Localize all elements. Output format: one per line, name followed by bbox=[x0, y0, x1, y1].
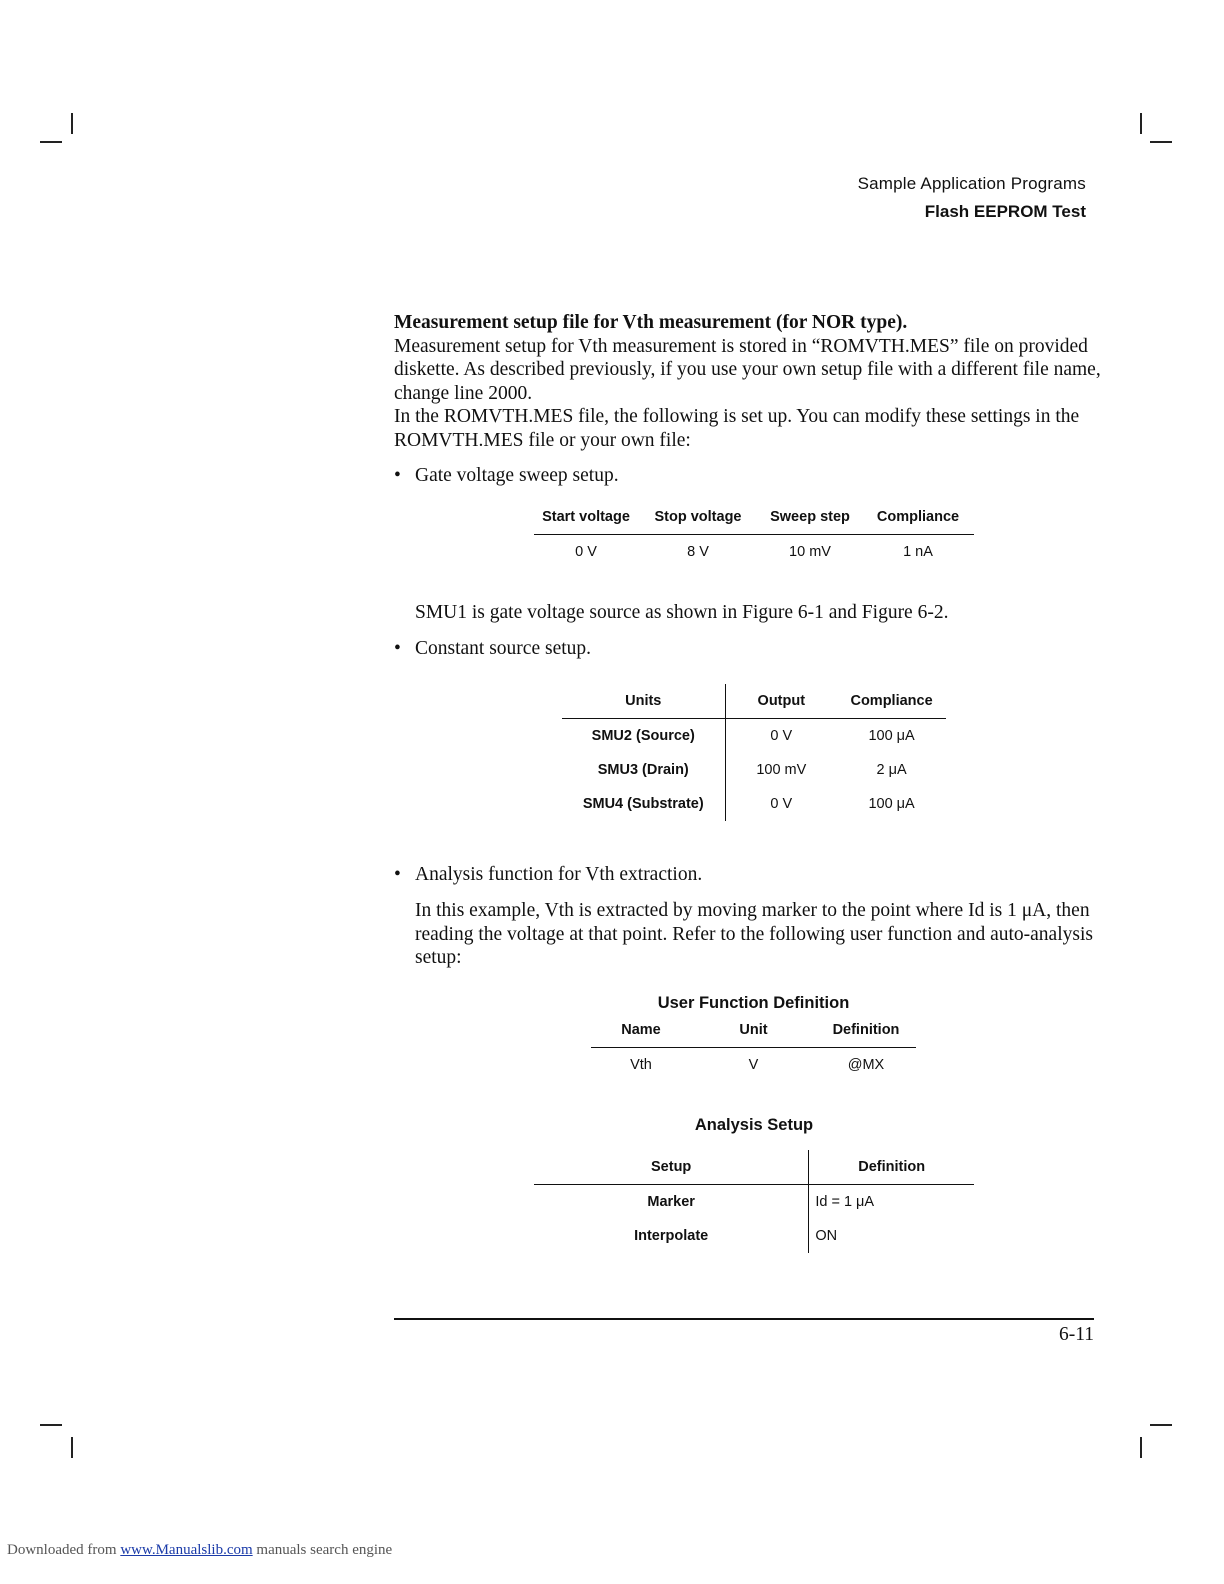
table-cell: 2 μA bbox=[876, 762, 907, 778]
column-header: Name bbox=[621, 1022, 661, 1038]
paragraph-storage: Measurement setup for Vth measurement is stored in “ROMVTH.MES” file on provided diskette. As described previously, if you use your own setup file with a different file name, change line 2000. bbox=[394, 335, 1101, 404]
sweep-setup-table bbox=[534, 500, 974, 569]
table-row bbox=[534, 1219, 974, 1253]
table-cell: 0 V bbox=[770, 728, 793, 744]
column-header: Setup bbox=[534, 1150, 809, 1185]
table-row bbox=[562, 719, 946, 754]
section-heading: Measurement setup file for Vth measurement (for NOR type). bbox=[394, 312, 908, 333]
analysis-setup-caption: Analysis Setup bbox=[694, 1116, 814, 1134]
crop-mark bbox=[1150, 141, 1172, 143]
smu1-note: SMU1 is gate voltage source as shown in Figure 6-1 and Figure 6-2. bbox=[415, 602, 949, 623]
column-header: Unit bbox=[739, 1022, 768, 1038]
paragraph-settings: In the ROMVTH.MES file, the following is set up. You can modify these settings in the ROMVTH.MES file or your own file: bbox=[394, 406, 1080, 451]
table-cell: ON bbox=[815, 1228, 838, 1244]
crop-mark bbox=[40, 141, 62, 143]
table-cell: 1 nA bbox=[903, 544, 933, 560]
bullet-icon: • bbox=[394, 638, 401, 659]
crop-mark bbox=[71, 113, 73, 134]
download-note bbox=[7, 1542, 392, 1559]
table-cell: SMU3 (Drain) bbox=[562, 753, 725, 787]
column-header: Definition bbox=[858, 1159, 926, 1175]
column-header: Stop voltage bbox=[654, 509, 742, 525]
table-cell: Id = 1 μA bbox=[815, 1194, 875, 1210]
table-cell: 0 V bbox=[770, 796, 793, 812]
setup-description bbox=[394, 311, 1114, 452]
table-cell: 100 μA bbox=[868, 728, 915, 744]
column-header: Definition bbox=[832, 1022, 900, 1038]
user-function-caption: User Function Definition bbox=[657, 994, 850, 1012]
table-cell: 100 μA bbox=[868, 796, 915, 812]
table-header-row bbox=[591, 1013, 916, 1048]
table-cell: 0 V bbox=[575, 544, 597, 560]
bullet-text: Constant source setup. bbox=[415, 638, 592, 659]
bullet-analysis-function bbox=[394, 863, 702, 887]
paragraph-vth-extraction: In this example, Vth is extracted by moving marker to the point where Id is 1 μA, then reading the voltage at that point. Refer to the following user function and auto-analysis setup: bbox=[415, 900, 1093, 968]
table-cell: V bbox=[748, 1057, 759, 1073]
table-header-row bbox=[534, 1150, 974, 1185]
analysis-setup-table bbox=[534, 1150, 974, 1253]
download-suffix: manuals search engine bbox=[256, 1542, 393, 1558]
bullet-constant-source bbox=[394, 637, 591, 661]
download-prefix: Downloaded from bbox=[7, 1542, 117, 1558]
user-function-table bbox=[591, 1013, 916, 1082]
column-header: Start voltage bbox=[542, 509, 630, 525]
bullet-text: Analysis function for Vth extraction. bbox=[415, 864, 703, 885]
column-header: Compliance bbox=[850, 693, 933, 709]
table-row bbox=[591, 1048, 916, 1083]
bullet-icon: • bbox=[394, 465, 401, 486]
page-number: 6-11 bbox=[1058, 1324, 1094, 1345]
column-header: Compliance bbox=[876, 509, 960, 525]
footer-rule bbox=[394, 1318, 1094, 1320]
table-cell: 8 V bbox=[687, 544, 709, 560]
bullet-gate-sweep bbox=[394, 464, 619, 488]
column-header: Units bbox=[562, 684, 725, 719]
table-header-row bbox=[562, 684, 946, 719]
running-header-chapter: Flash EEPROM Test bbox=[924, 202, 1086, 221]
manualslib-link[interactable]: www.Manualslib.com bbox=[120, 1542, 253, 1558]
running-header-section: Sample Application Programs bbox=[857, 174, 1086, 193]
table-cell: Interpolate bbox=[534, 1219, 809, 1253]
table-cell: Marker bbox=[534, 1185, 809, 1220]
table-row bbox=[534, 535, 974, 570]
table-header-row bbox=[534, 500, 974, 535]
table-cell: 100 mV bbox=[756, 762, 807, 778]
table-cell: @MX bbox=[847, 1057, 885, 1073]
table-row bbox=[562, 787, 946, 821]
crop-mark bbox=[1140, 113, 1142, 134]
bullet-text: Gate voltage sweep setup. bbox=[415, 465, 619, 486]
constant-source-table bbox=[562, 684, 946, 821]
column-header: Output bbox=[757, 693, 806, 709]
bullet-icon: • bbox=[394, 864, 401, 885]
crop-mark bbox=[1140, 1437, 1142, 1458]
crop-mark bbox=[71, 1437, 73, 1458]
table-cell: SMU2 (Source) bbox=[562, 719, 725, 754]
table-cell: 10 mV bbox=[789, 544, 831, 560]
table-row bbox=[562, 753, 946, 787]
table-cell: Vth bbox=[630, 1057, 652, 1073]
table-row bbox=[534, 1185, 974, 1220]
table-cell: SMU4 (Substrate) bbox=[562, 787, 725, 821]
crop-mark bbox=[1150, 1424, 1172, 1426]
column-header: Sweep step bbox=[770, 509, 850, 525]
crop-mark bbox=[40, 1424, 62, 1426]
